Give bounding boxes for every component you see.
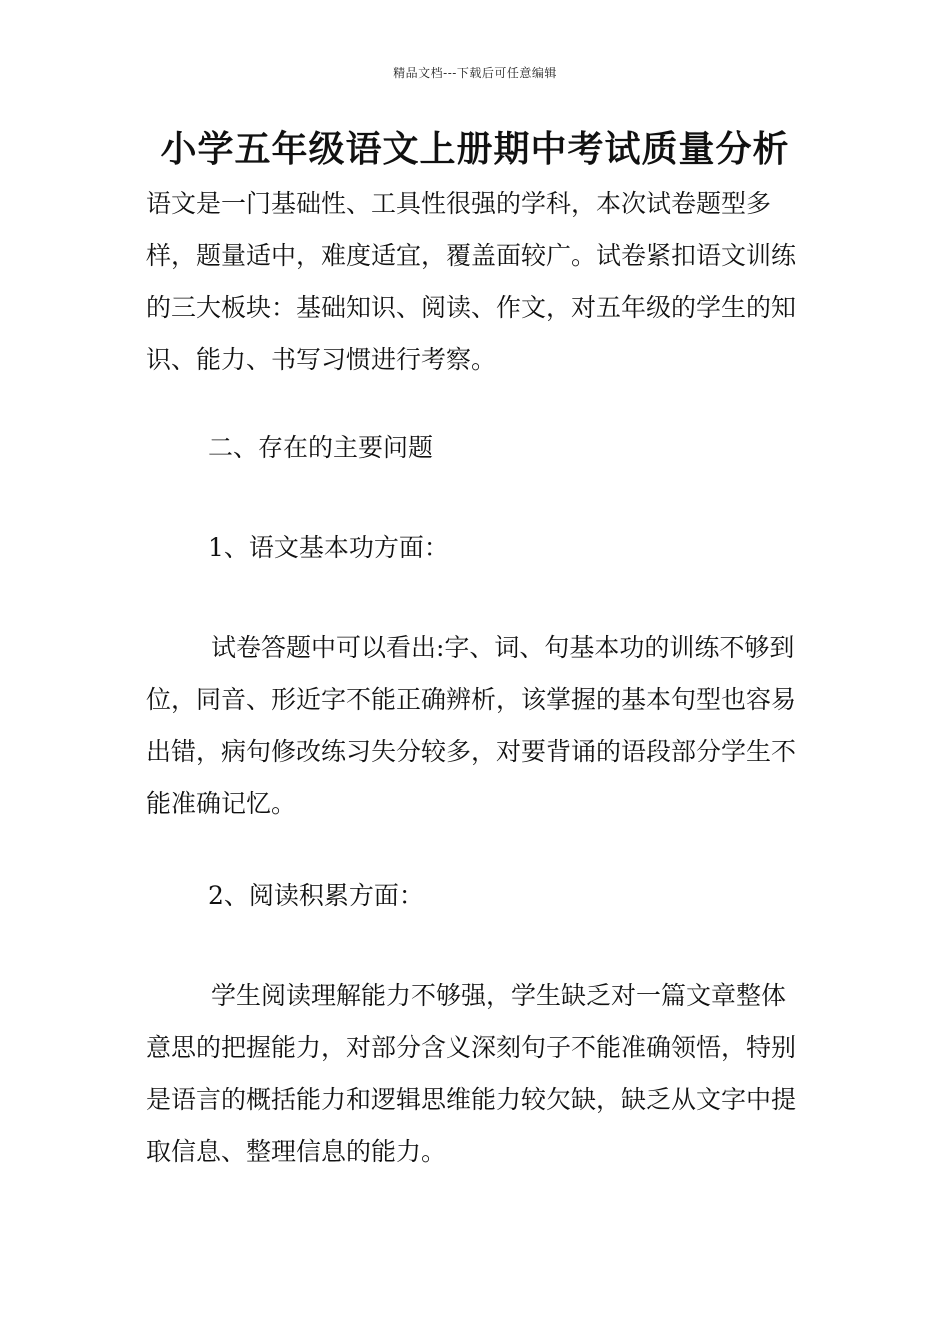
subsection-reading-paragraph: 学生阅读理解能力不够强，学生缺乏对一篇文章整体意思的把握能力，对部分含义深刻句子不能准确领悟，特别是语言的概括能力和逻辑思维能力较欠缺，缺乏从文字中提取信息、整理信息的能力。 [146,981,797,1166]
document-title: 小学五年级语文上册期中考试质量分析 [160,129,790,170]
subsection-heading-reading: 2、阅读积累方面： [208,881,424,910]
header-note: 精品文档---下载后可任意编辑 [393,66,557,80]
subsection-basics-paragraph: 试卷答题中可以看出:字、词、句基本功的训练不够到位，同音、形近字不能正确辨析，该掌握的基本句型也容易出错，病句修改练习失分较多，对要背诵的语段部分学生不能准确记忆。 [146,633,797,818]
section-heading-problems: 二、存在的主要问题 [208,433,434,462]
subsection-heading-basics: 1、语文基本功方面： [208,533,449,562]
intro-paragraph: 语文是一门基础性、工具性很强的学科，本次试卷题型多样，题量适中，难度适宜，覆盖面较广。试卷紧扣语文训练的三大板块：基础知识、阅读、作文，对五年级的学生的知识、能力、书写习惯进行考察。 [146,189,797,374]
